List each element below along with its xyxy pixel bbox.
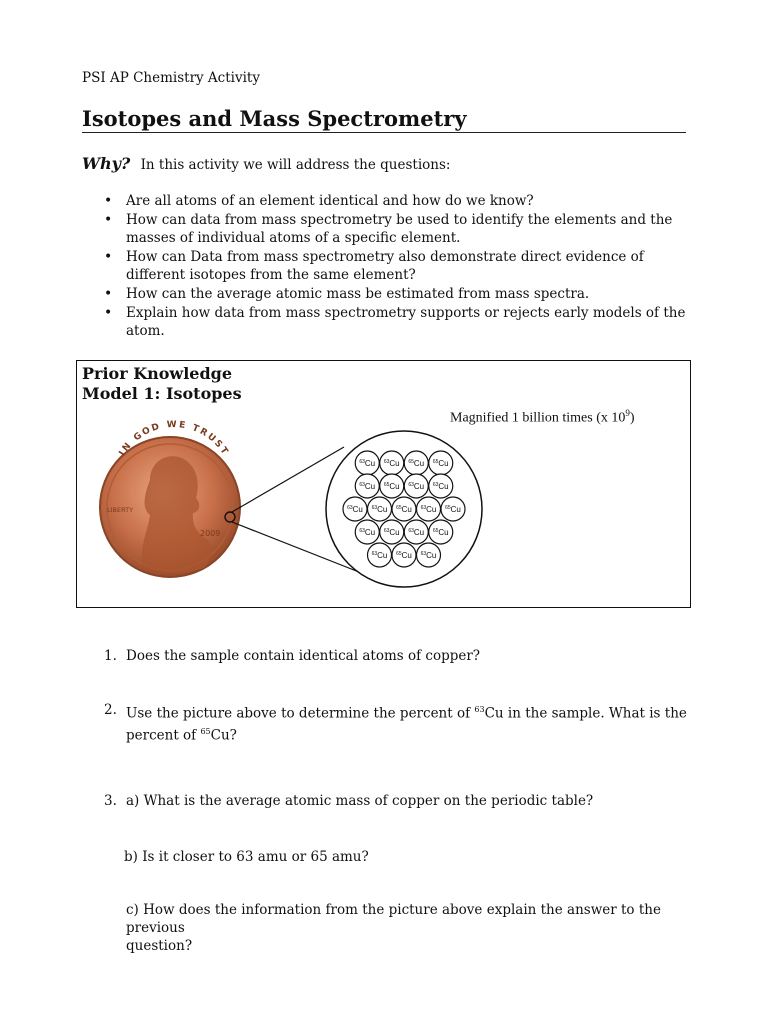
q2-text-part: Use the picture above to determine the percent of xyxy=(126,705,475,722)
question-number: 1. xyxy=(104,648,117,664)
atom-label: $^{63}$Cu xyxy=(408,528,425,537)
question-3c xyxy=(126,901,706,955)
question-2 xyxy=(104,701,694,741)
atom-label: $^{65}$Cu xyxy=(383,482,400,491)
prior-knowledge-heading: Prior Knowledge xyxy=(82,364,233,383)
question-number: 2. xyxy=(104,702,117,718)
question-text: a) What is the average atomic mass of copper on the periodic table? xyxy=(126,793,594,809)
atom-label: $^{65}$Cu xyxy=(396,505,412,514)
atom-label: $^{65}$Cu xyxy=(432,459,449,468)
bullet-item: • How can the average atomic mass be estimated from mass spectra. xyxy=(104,285,694,303)
bullet-item: • Are all atoms of an element identical and how do we know? xyxy=(104,192,694,210)
question-text: b) Is it closer to 63 amu or 65 amu? xyxy=(124,849,369,865)
coin-liberty: LIBERTY xyxy=(107,506,134,514)
question-text: Does the sample contain identical atoms of copper? xyxy=(126,648,481,664)
magnification-close: ) xyxy=(629,410,635,426)
atom-label: $^{63}$Cu xyxy=(371,551,388,560)
atom-label: $^{63}$Cu xyxy=(408,482,425,491)
atom-label: $^{63}$Cu xyxy=(383,459,400,468)
magnification-text: Magnified 1 billion times (x 10 xyxy=(450,410,626,426)
q2-text-part: Cu? xyxy=(210,727,237,743)
why-label: Why? xyxy=(82,154,131,173)
question-text: c) How does the information from the picture above explain the answer to the previous xyxy=(126,902,661,936)
penny-image xyxy=(100,420,240,577)
model-1-heading: Model 1: Isotopes xyxy=(82,384,242,403)
q2-text-part: percent of xyxy=(126,727,201,743)
atom-label: $^{63}$Cu xyxy=(432,482,449,491)
course-name: PSI AP Chemistry Activity xyxy=(82,70,260,86)
atom-label: $^{63}$Cu xyxy=(359,482,376,491)
atom-label: $^{63}$Cu xyxy=(420,505,437,514)
page-title: Isotopes and Mass Spectrometry xyxy=(82,106,686,133)
atom-label: $^{63}$Cu xyxy=(347,505,363,514)
atom-label: $^{63}$Cu xyxy=(420,551,437,560)
bullet-item: • Explain how data from mass spectrometry supports or rejects early models of the atom. xyxy=(104,304,694,340)
atom-label: $^{63}$Cu xyxy=(359,528,376,537)
why-intro: In this activity we will address the questions: xyxy=(140,157,451,173)
atom-label: $^{63}$Cu xyxy=(371,505,388,514)
bullet-item: • How can Data from mass spectrometry also demonstrate direct evidence of different isotopes from the same element? xyxy=(104,248,694,284)
question-text: question? xyxy=(126,938,193,954)
atom-label: $^{65}$Cu xyxy=(396,551,412,560)
atom-label: $^{65}$Cu xyxy=(432,528,449,537)
question-number: 3. xyxy=(104,793,117,809)
atom-label: $^{65}$Cu xyxy=(445,505,461,514)
coin-year: 2009 xyxy=(200,529,221,538)
bullet-item: • How can data from mass spectrometry be used to identify the elements and the masses of individual atoms of a specific element. xyxy=(104,211,694,247)
atom-label: $^{65}$Cu xyxy=(408,459,425,468)
atom-label: $^{63}$Cu xyxy=(383,528,400,537)
coin-motto: IN GOD WE TRUST xyxy=(117,419,231,458)
question-text xyxy=(126,701,696,744)
magnification-exponent: 9 xyxy=(625,408,630,418)
q2-text-part: Cu in the sample. What is the xyxy=(484,705,687,722)
atom-label: $^{63}$Cu xyxy=(359,459,376,468)
q2-superscript: 65 xyxy=(200,726,211,736)
q2-superscript: 63 xyxy=(474,705,485,714)
